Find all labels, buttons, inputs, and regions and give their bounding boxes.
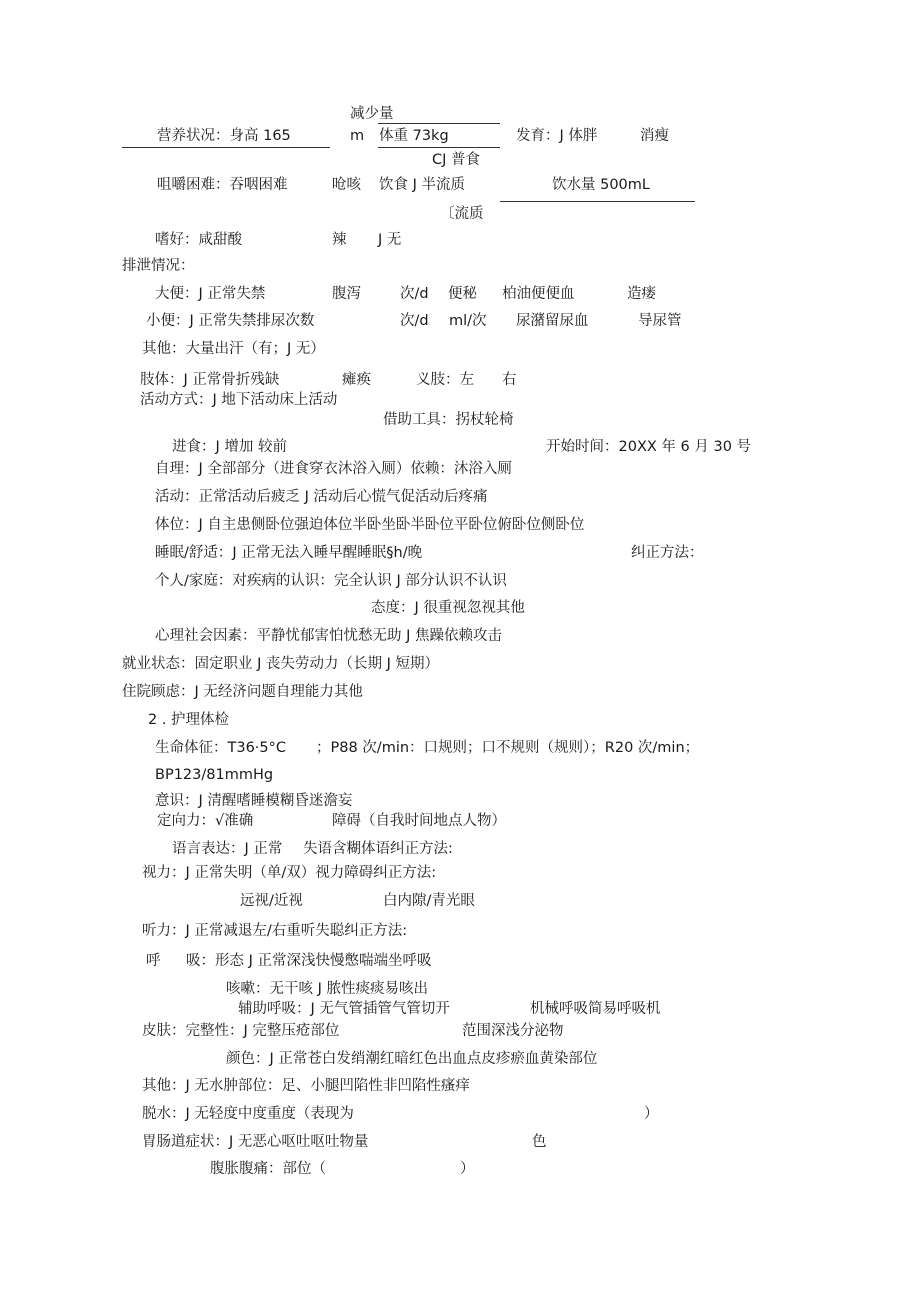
cataract-option: 白内隙/青光眼 bbox=[383, 893, 475, 909]
spicy-option: 辣 bbox=[332, 232, 347, 248]
thin-option: 消瘦 bbox=[640, 128, 669, 144]
section-heading: 2 . 护理体检 bbox=[148, 712, 230, 728]
water-intake: 饮水量 500mL bbox=[552, 177, 650, 193]
unit-m: m bbox=[350, 128, 365, 144]
attitude-field: 态度：J 很重视忽视其他 bbox=[371, 600, 525, 616]
cough-field: 咳嗽：无干咳 J 脓性痰痰易咳出 bbox=[226, 981, 428, 997]
diet-semi: 饮食 J 半流质 bbox=[379, 177, 465, 193]
catheter-option: 导尿管 bbox=[638, 313, 682, 329]
underline-weight bbox=[378, 147, 500, 148]
choking-option: 呛咳 bbox=[332, 177, 361, 193]
chewing-field: 咀嚼困难：吞咽困难 bbox=[157, 177, 288, 193]
underline-height bbox=[122, 147, 330, 148]
consciousness-field: 意识：J 清醒嗜睡模糊昏迷澹妄 bbox=[155, 793, 353, 809]
skin-range: 范围深浅分泌物 bbox=[462, 1023, 564, 1039]
vision-field: 视力：J 正常失明（单/双）视力障碍纠正方法: bbox=[142, 865, 437, 881]
activity-mode: 活动方式：J 地下活动床上活动 bbox=[140, 392, 338, 408]
retention-option: 尿潴留尿血 bbox=[516, 313, 589, 329]
constipation-option: 便秘 bbox=[448, 286, 477, 302]
stool-times: 次/d bbox=[400, 286, 429, 302]
tarry-option: 柏油便便血 bbox=[502, 286, 575, 302]
speech-issue: 失语含糊体语纠正方法: bbox=[303, 841, 453, 857]
paralysis-option: 瘫痪 bbox=[342, 372, 371, 388]
aid-tools: 借助工具：拐杖轮椅 bbox=[383, 412, 514, 428]
orientation-impairment: 障碍（自我时间地点人物） bbox=[332, 813, 506, 829]
exercise-field: 活动：正常活动后疲乏 J 活动后心慌气促活动后疼痛 bbox=[155, 489, 488, 505]
self-care: 自理：J 全部部分（进食穿衣沐浴入厕）依赖：沐浴入厕 bbox=[155, 461, 512, 477]
underline-reduce bbox=[378, 123, 500, 124]
sleep-field: 睡眠/舒适：J 正常无法入睡早醒睡眠§h/晚 bbox=[155, 545, 423, 561]
hearing-field: 听力：J 正常减退左/右重听失聪纠正方法: bbox=[142, 923, 408, 939]
dehydration-field: 脱水：J 无轻度中度重度（表现为 bbox=[142, 1106, 354, 1122]
diet-liquid: 〔流质 bbox=[440, 206, 484, 222]
breath-label-a: 呼 bbox=[146, 953, 161, 969]
height-label: 营养状况：身高 165 bbox=[157, 128, 291, 144]
limb-field: 肢体：J 正常骨折残缺 bbox=[140, 372, 280, 388]
start-time: 开始时间：20XX 年 6 月 30 号 bbox=[546, 439, 752, 455]
ostomy-option: 造瘘 bbox=[627, 286, 656, 302]
gi-symptoms: 胃肠道症状：J 无恶心呕吐呕吐物量 bbox=[142, 1134, 369, 1150]
family-awareness: 个人/家庭：对疾病的认识：完全认识 J 部分认识不认识 bbox=[155, 573, 507, 589]
blood-pressure: BP123/81mmHg bbox=[155, 767, 274, 783]
vitals-temp: 生命体征：T36·5°C bbox=[155, 740, 287, 756]
diet-normal: CJ 普食 bbox=[432, 152, 481, 168]
development-field: 发育：J 体胖 bbox=[516, 128, 598, 144]
excretion-title: 排泄情况： bbox=[122, 258, 195, 274]
employment-status: 就业状态：固定职业 J 丧失劳动力（长期 J 短期） bbox=[122, 656, 439, 672]
assisted-breathing: 辅助呼吸：J 无气管插管气管切开 bbox=[238, 1001, 450, 1017]
right-option: 右 bbox=[502, 372, 517, 388]
sleep-correction: 纠正方法： bbox=[631, 545, 704, 561]
hobby-none: J 无 bbox=[378, 232, 402, 248]
skin-integrity: 皮肤：完整性：J 完整压疮部位 bbox=[142, 1023, 340, 1039]
position-field: 体位：J 自主患侧卧位强迫体位半卧坐卧半卧位平卧位俯卧位侧卧位 bbox=[155, 517, 585, 533]
ventilator-option: 机械呼吸简易呼吸机 bbox=[530, 1001, 661, 1017]
orientation-field: 定向力：√准确 bbox=[157, 813, 254, 829]
excretion-other: 其他：大量出汗（有；J 无） bbox=[142, 341, 325, 357]
hobby-field: 嗜好：咸甜酸 bbox=[155, 232, 242, 248]
urine-field: 小便：J 正常失禁排尿次数 bbox=[146, 313, 315, 329]
myopia-option: 远视/近视 bbox=[240, 893, 303, 909]
skin-color: 颜色：J 正常苍白发绡潮红暗红色出血点皮疹瘀血黄染部位 bbox=[226, 1051, 598, 1067]
urine-times: 次/d bbox=[400, 313, 429, 329]
speech-field: 语言表达：J 正常 bbox=[172, 841, 283, 857]
diarrhea-option: 腹泻 bbox=[332, 286, 361, 302]
urine-ml: ml/次 bbox=[449, 313, 487, 329]
vomit-color: 色 bbox=[532, 1134, 547, 1150]
breath-field: 吸：形态 J 正常深浅快慢憋喘端坐呼吸 bbox=[186, 953, 432, 969]
underline-water bbox=[500, 201, 695, 202]
intake-field: 进食：J 增加 较前 bbox=[172, 439, 287, 455]
abdomen-close: ） bbox=[460, 1161, 475, 1177]
reduce-label: 减少量 bbox=[350, 106, 394, 122]
prosthesis-field: 义肢：左 bbox=[416, 372, 474, 388]
edema-field: 其他：J 无水肿部位：足、小腿凹陷性非凹陷性瘙痒 bbox=[142, 1078, 470, 1094]
hospital-concerns: 住院顾虑：J 无经济问题自理能力其他 bbox=[122, 684, 363, 700]
weight-field: 体重 73kg bbox=[379, 128, 449, 144]
abdomen-field: 腹胀腹痛：部位（ bbox=[210, 1161, 326, 1177]
dehydration-close: ） bbox=[644, 1106, 659, 1122]
psycho-factors: 心理社会因素：平静忧郁害怕忧愁无助 J 焦躁依赖攻击 bbox=[155, 628, 502, 644]
vitals-pulse: ；P88 次/min：口规则；口不规则（规则）；R20 次/min； bbox=[316, 740, 700, 756]
stool-field: 大便：J 正常失禁 bbox=[155, 286, 266, 302]
